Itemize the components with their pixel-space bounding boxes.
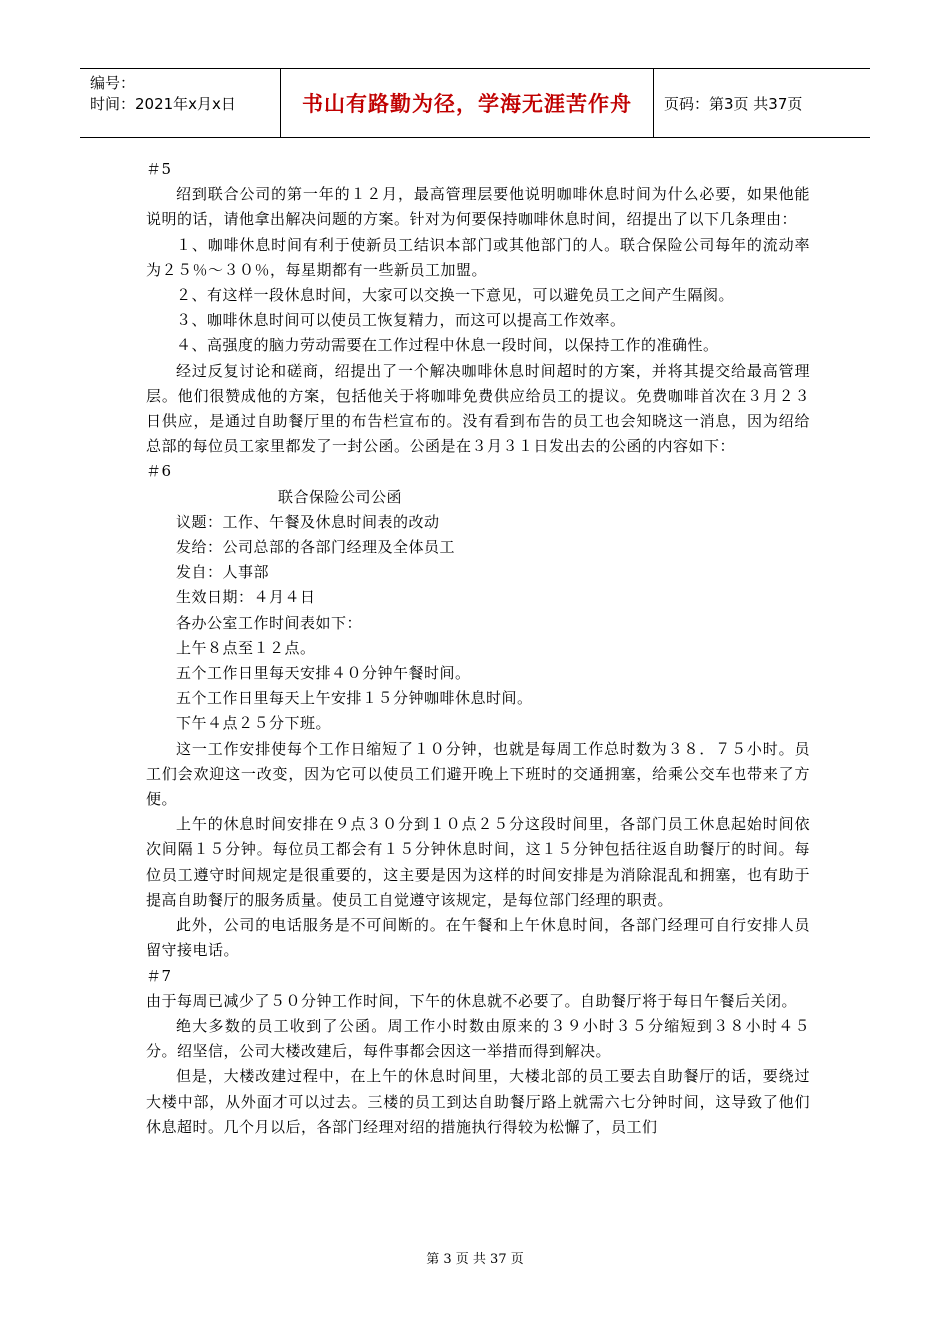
- memo-subject: 议题：工作、午餐及休息时间表的改动: [176, 512, 440, 531]
- motto: 书山有路勤为径，学海无涯苦作舟: [302, 92, 632, 116]
- section-mark: ＃6: [146, 462, 172, 481]
- document-body: [146, 157, 810, 1140]
- list-item: ３、咖啡休息时间可以使员工恢复精力，而这可以提高工作效率。: [176, 311, 626, 330]
- memo-to: 发给：公司总部的各部门经理及全体员工: [176, 538, 456, 557]
- section-mark: ＃5: [146, 160, 172, 178]
- memo-from: 发自：人事部: [176, 563, 270, 582]
- page-footer: 第 3 页 共 37 页: [426, 1252, 524, 1267]
- memo-effective-date: 生效日期：４月４日: [176, 588, 316, 607]
- list-item: １、咖啡休息时间有利于使新员工结识本部门或其他部门的人。联合保险公司每年的流动率为２５％～３０％，每星期都有一些新员工加盟。: [146, 235, 810, 279]
- paragraph: 此外，公司的电话服务是不可间断的。在午餐和上午休息时间，各部门经理可自行安排人员留守接电话。: [146, 916, 810, 960]
- paragraph: 绍到联合公司的第一年的１２月，最高管理层要他说明咖啡休息时间为什么必要，如果他能说明的话，请他拿出解决问题的方案。针对为何要保持咖啡休息时间，绍提出了以下几条理由：: [146, 185, 810, 229]
- paragraph: 但是，大楼改建过程中，在上午的休息时间里，大楼北部的员工要去自助餐厅的话，要绕过大楼中部，从外面才可以过去。三楼的员工到达自助餐厅路上就需六七分钟时间，这导致了他们休息超时。几个月以后，各部门经理对绍的措施执行得较为松懈了，员工们: [146, 1067, 810, 1136]
- paragraph: 各办公室工作时间表如下：: [176, 613, 363, 632]
- schedule-line: 上午８点至１２点。: [176, 638, 316, 657]
- list-item: ２、有这样一段休息时间，大家可以交换一下意见，可以避免员工之间产生隔阂。: [176, 286, 735, 305]
- date-line: 时间：2021年x月x日: [90, 95, 236, 113]
- schedule-line: 下午４点２５分下班。: [176, 714, 332, 733]
- paragraph: 这一工作安排使每个工作日缩短了１０分钟，也就是每周工作总时数为３８．７５小时。员工们会欢迎这一改变，因为它可以使员工们避开晚上下班时的交通拥塞，给乘公交车也带来了方便。: [146, 739, 810, 809]
- page-header: [80, 68, 870, 138]
- schedule-line: 五个工作日里每天上午安排１５分钟咖啡休息时间。: [176, 689, 533, 708]
- section-mark: ＃7: [146, 966, 172, 985]
- paragraph: 绝大多数的员工收到了公函。周工作小时数由原来的３９小时３５分缩短到３８小时４５分。绍坚信，公司大楼改建后，每件事都会因这一举措而得到解决。: [146, 1016, 810, 1061]
- paragraph: 上午的休息时间安排在９点３０分到１０点２５分这段时间里，各部门员工休息起始时间依次间隔１５分钟。每位员工都会有１５分钟休息时间，这１５分钟包括往返自助餐厅的时间。每位员工遵守时间规定是很重要的，这主要是因为这样的时间安排是为消除混乱和拥塞，也有助于提高自助餐厅的服务质量。使员工自觉遵守该规定，是每位部门经理的职责。: [146, 815, 810, 909]
- memo-title: 联合保险公司公函: [278, 487, 403, 506]
- schedule-line: 五个工作日里每天安排４０分钟午餐时间。: [176, 664, 471, 683]
- paragraph: 经过反复讨论和磋商，绍提出了一个解决咖啡休息时间超时的方案，并将其提交给最高管理层。他们很赞成他的方案，包括他关于将咖啡免费供应给员工的提议。免费咖啡首次在３月２３日供应，是通过自助餐厅里的布告栏宣布的。没有看到布告的员工也会知晓这一消息，因为绍给总部的每位员工家里都发了一封公函。公函是在３月３１日发出去的公函的内容如下：: [146, 361, 810, 456]
- page-info: 页码：第3页 共37页: [664, 94, 803, 113]
- header-page-info-cell: [654, 69, 870, 137]
- number-label: 编号：: [90, 74, 136, 92]
- header-meta: [80, 69, 281, 137]
- list-item: ４、高强度的脑力劳动需要在工作过程中休息一段时间，以保持工作的准确性。: [176, 336, 719, 355]
- paragraph: 由于每周已减少了５０分钟工作时间，下午的休息就不必要了。自助餐厅将于每日午餐后关闭。: [146, 991, 798, 1010]
- header-motto-cell: [281, 69, 654, 137]
